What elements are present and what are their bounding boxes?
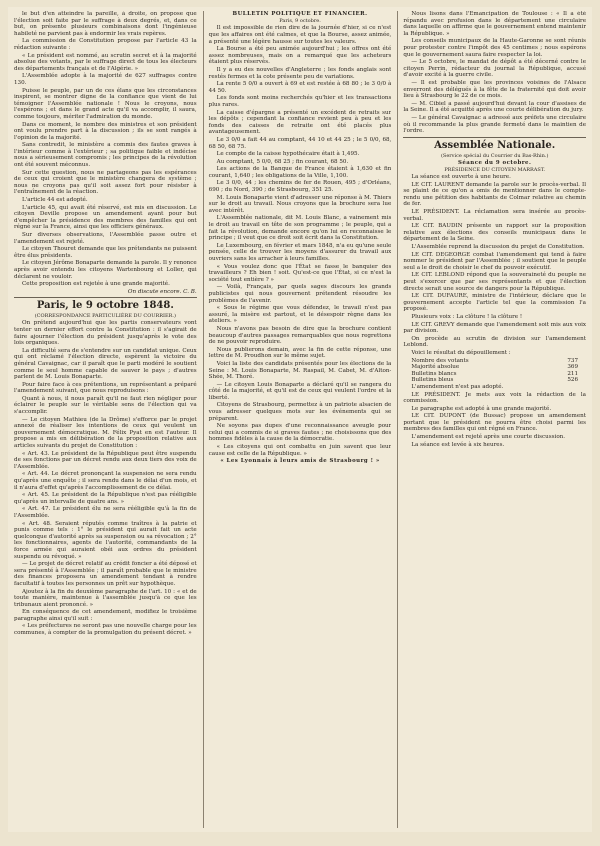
paragraph: — Le citoyen Mathieu (de la Drôme) s'efforce par le projet annexé de réaliser les intentions de ceux qui veulent un gouvernement démocratique. M. Félix Pyat en est l'auteur. Il propose a mis en délibération de la proposition relative aux articles suivants du projet de Constitution : xyxy=(14,416,197,450)
section-title: Assemblée Nationale. xyxy=(434,139,556,151)
column-middle xyxy=(203,11,392,828)
bulletin-header: BULLETIN POLITIQUE ET FINANCIER. xyxy=(232,11,368,17)
paragraph: Cette proposition est rejetée à une grande majorité. xyxy=(22,281,170,288)
paragraph: La rente 5 0/0 a ouvert à 69 et est restée à 68 80 ; le 3 0/0 à 44 50. xyxy=(208,81,392,94)
paragraph: La Bourse a été peu animée aujourd'hui ; les offres ont été assez nombreuses, mais on a remarqué que les acheteurs étaient plus réservés. xyxy=(208,46,392,66)
paragraph: « Art. 43. Le président de la République peut être suspendu de ses fonctions par un décret rendu aux deux tiers des voix de l'Assemblée. xyxy=(14,450,197,470)
article-subtitle: (CORRESPONDANCE PARTICULIÈRE DU COURRIER.) xyxy=(34,313,176,320)
signature: On discute encore. C. B. xyxy=(127,288,197,295)
closing-line: « Les Lyonnais à leurs amis de Strasbourg ! » xyxy=(220,458,380,465)
paragraph: Il est impossible de rien dire de la journée d'hier, si ce n'est que les affaires ont été calmes, et que la Bourse, assez animée, a présenté une légère hausse sur toutes les valeurs. xyxy=(208,25,392,45)
paragraph: — M. Cibiel a passé aujourd'hui devant la cour d'assises de la Seine. Il a été acquitté après une courte délibération du jury. xyxy=(403,100,587,114)
paragraph: — Le général Cavaignac a adressé aux préfets une circulaire où il recommande la plus grande fermeté dans le maintien de l'ordre. xyxy=(403,114,587,135)
paragraph: Dans ce moment, le nombre des ministres et son président ont voulu prendre part à la discussion ; ils se sont rangés à l'opinion de la majorité. xyxy=(14,121,197,141)
paragraph: LE CIT. LEBLOND répond que la souveraineté du peuple ne peut s'exercer que par ses représentants et que l'élection directe serait une source de dangers pour la République. xyxy=(403,272,587,292)
paragraph: M. Louis Bonaparte vient d'adresser une réponse à M. Thiers sur le droit au travail. Nous croyons que la brochure sera lue avec intérêt. xyxy=(208,194,392,214)
paragraph: Nous publierons demain, avec la fin de cette réponse, une lettre de M. Proudhon sur le même sujet. xyxy=(208,346,392,360)
paragraph: Voici le résultat du dépouillement : xyxy=(411,349,511,356)
paragraph: L'amendement est rejeté après une courte discussion. xyxy=(411,434,566,441)
column-right xyxy=(397,11,586,828)
vote-label: Majorité absolue xyxy=(411,364,460,371)
vote-label: Nombre des votants xyxy=(411,357,469,364)
paragraph: Le Luxembourg, en février et mars 1848, n'a eu qu'une seule pensée, celle de trouver les moyens d'assurer du travail aux ouvriers sans les arracher à leurs familles. xyxy=(208,242,392,262)
paragraph: LE PRÉSIDENT. La réclamation sera insérée au procès-verbal. xyxy=(403,209,587,222)
paragraph: On prétend aujourd'hui que les partis conservateurs vont tenter un dernier effort contre la Constitution : il s'agirait de faire ajourner l'élection du président jusqu'après le vote des lois organiques. xyxy=(14,320,197,347)
article-title: Paris, le 9 octobre 1848. xyxy=(36,300,174,312)
paragraph: La caisse d'épargne a présenté un excédent de retraits sur les dépôts ; cependant la confiance revient peu à peu et les fonds des caisses de retraite ont été placés plus avantageusement. xyxy=(208,109,392,136)
paragraph: En conséquence de cet amendement, modifiez le troisième paragraphe ainsi qu'il suit : xyxy=(14,609,197,622)
paragraph: Pour faire face à ces prétentions, un représentant a préparé l'amendement suivant, que nous reproduisons : xyxy=(14,381,197,395)
paragraph: Le paragraphe est adopté à une grande majorité. xyxy=(411,405,552,412)
paragraph: La séance est levée à six heures. xyxy=(411,441,505,448)
paragraph: Les actions de la Banque de France étaient à 1,630 et fin courant, 1,640 ; les obligations de la Ville, 1,100. xyxy=(208,166,392,179)
paragraph: L'Assemblée nationale, dit M. Louis Blanc, a vainement mis le droit au travail en tête de son programme ; le peuple, qui a fait la révolution, demande encore qu'on lui en reconnaisse le principe ; il veut que ce droit soit écrit dans la Constitution. xyxy=(208,215,392,242)
paragraph: « Art. 45. Le président de la République n'est pas rééligible qu'après un intervalle de quatre ans. » xyxy=(14,492,197,505)
paragraph: « Art. 47. Le président élu ne sera rééligible qu'à la fin de l'Assemblée. xyxy=(14,506,197,519)
paragraph: Nous lisons dans l'Émancipation de Toulouse : « Il a été répandu avec profusion dans le département une circulaire dans laquelle on affirme que le gouvernement entend maintenir la République. » xyxy=(403,11,587,37)
paragraph: LE PRÉSIDENT. Je mets aux voix la rédaction de la commission. xyxy=(403,391,587,405)
paragraph: Plusieurs voix : La clôture ! la clôture ! xyxy=(411,313,523,320)
section-subtitle: (Service spécial du Courrier du Bas-Rhin.) xyxy=(440,152,549,159)
paragraph: — Voilà, Français, par quels sages discours les grands publicistes qui nous gouvernent prétendent résoudre les problèmes de l'avenir. xyxy=(208,284,392,304)
paragraph: « Art. 44. Le décret prononçant la suspension ne sera rendu qu'après une enquête ; il sera rendu dans le délai d'un mois, et il n'aura d'effet qu'après l'accomplissement de ce délai. xyxy=(14,471,197,491)
paragraph: LE CIT. DUPONT (de Bussac) propose un amendement portant que le président ne pourra être choisi parmi les membres des familles qui ont régné en France. xyxy=(403,413,587,433)
column-left xyxy=(14,11,197,828)
paragraph: LE CIT. BAUDIN présente un rapport sur la proposition relative aux élections des conseils municipaux dans le département de la Seine. xyxy=(403,223,587,243)
paragraph: La commission de Constitution propose par l'article 43 la rédaction suivante : xyxy=(14,38,197,51)
newspaper-page xyxy=(8,7,592,832)
paragraph: L'amendement n'est pas adopté. xyxy=(411,383,504,390)
paragraph: Au comptant, 5 0/0, 68 25 ; fin courant, 68 50. xyxy=(216,158,349,165)
paragraph: Voici la liste des candidats présentés pour les élections de la Seine : M. Louis Bonaparte, M. Raspail, M. Cabet, M. d'Alton-Shée, M. Thoré. xyxy=(208,360,392,381)
paragraph: Le citoyen Jérôme Bonaparte demande la parole. Il y renonce après avoir entendu les citoyens Wartenbourg et Loller, qui déclarent ne vouloir. xyxy=(14,260,197,280)
paragraph: Il y a eu des nouvelles d'Angleterre ; les fonds anglais sont restés fermes et la cote présente peu de variations. xyxy=(208,66,392,80)
paragraph: Puisse le peuple, par un de ces élans que les circonstances inspirent, se montrer digne de la confiance que vient de lui témoigner l'Assemblée nationale ! Nous le croyons, nous l'espérons ; et dans le grand acte qu'il va accomplir, il saura, comme toujours, mériter l'admiration du monde. xyxy=(14,87,197,120)
paragraph: Le 3 0/0 a fait 44 au comptant, 44 10 et 44 25 ; le 5 0/0, 68, 68 50, 68 75. xyxy=(208,136,392,150)
vote-value: 526 xyxy=(567,377,579,384)
paragraph: — Le citoyen Louis Bonaparte a déclaré qu'il se rangera du côté de la majorité, et qu'il est de ceux qui veulent l'ordre et la liberté. xyxy=(208,381,392,401)
paragraph: Ne soyons pas dupes d'une reconnaissance aveugle pour celui qui a commis de si graves fautes ; ne choisissons que des hommes fidèles à la cause de la démocratie. xyxy=(208,423,392,443)
paragraph: Sans contredit, le ministère a commis des fautes graves à l'intérieur comme à l'extérieur ; sa politique faible et indécise nous a sérieusement compromis ; les principes de la révolution ont été souvent méconnus. xyxy=(14,142,197,169)
paragraph: Le compte de la caisse hypothécaire était à 1,495. xyxy=(216,151,360,158)
paragraph: « Les citoyens qui ont combattu en juin savent que leur cause est celle de la République. » xyxy=(208,444,392,457)
paragraph: L'article 44 est adopté. xyxy=(22,197,88,204)
vote-label: Bulletins bleus xyxy=(411,377,454,384)
paragraph: Sur cette question, nous ne partageons pas les espérances de ceux qui croient que le ministère changera de système ; nous ne croyons pas qu'il soit assez fort pour résister à l'entraînement de la réaction. xyxy=(14,169,197,196)
paragraph: « Les préfectures ne seront pas une nouvelle charge pour les communes, à compter de la promulgation du présent décret. » xyxy=(14,623,197,637)
paragraph: Le 3 0/0, 44 ; les chemins de fer de Rouen, 495 ; d'Orléans, 690 ; du Nord, 390 ; de Strasbourg, 351 25. xyxy=(208,180,392,194)
vote-value: 211 xyxy=(567,370,579,377)
presidency-line: PRÉSIDENCE DU CITOYEN MARRAST. xyxy=(444,167,546,174)
paragraph: Sur diverses observations, l'Assemblée passe outre et l'amendement est rejeté. xyxy=(14,232,197,245)
paragraph: L'Assemblée reprend la discussion du projet de Constitution. xyxy=(411,244,585,251)
paragraph: Citoyens de Strasbourg, permettez à un patriote alsacien de vous adresser quelques mots sur les événements qui se préparent. xyxy=(208,402,392,422)
vote-row xyxy=(403,364,586,371)
paragraph: — Le 5 octobre, le mandat de dépôt a été décerné contre le citoyen Perrin, rédacteur du journal la République, accusé d'avoir excité à la guerre civile. xyxy=(403,59,587,79)
vote-value: 737 xyxy=(567,357,579,364)
divider xyxy=(14,297,197,298)
paragraph: On procède au scrutin de division sur l'amendement Leblond. xyxy=(403,335,587,349)
paragraph: LE CIT. LAURENT demande la parole sur le procès-verbal. Il se plaint de ce qu'on a omis de mentionner dans le compte-rendu une pétition des habitants de Colmar relative au chemin de fer. xyxy=(403,181,587,208)
vote-row xyxy=(403,371,586,378)
vote-row xyxy=(403,377,586,384)
paragraph: LE CIT. DUFAURE, ministre de l'intérieur, déclare que le gouvernement accepte l'article tel que la commission l'a proposé. xyxy=(403,293,587,313)
paragraph: Quant à nous, il nous paraît qu'il ne faut rien négliger pour éclairer le peuple sur le véritable sens de l'élection qui va s'accomplir. xyxy=(14,395,197,416)
divider xyxy=(403,137,586,138)
paragraph: La séance est ouverte à une heure. xyxy=(411,174,511,181)
paragraph: Ajoutez à la fin du deuxième paragraphe de l'art. 10 : « et de toute manière, maintenue à l'assemblée jusqu'à ce que les tribunaux aient prononcé. » xyxy=(14,588,197,608)
paragraph: La difficulté sera de s'entendre sur un candidat unique. Ceux qui ont réclamé l'élection directe, espèrent la victoire du général Cavaignac, car il paraît que le parti modéré le soutient comme le seul homme capable de sauver le pays ; d'autres parlent de M. Louis Bonaparte. xyxy=(14,347,197,381)
paragraph: LE CIT. GREVY demande que l'amendement soit mis aux voix par division. xyxy=(403,321,587,335)
paragraph: le but d'en atteindre la pareille, à droite, on propose que l'élection soit faite par le suffrage à deux degrés, et, dans ce but, on présente plusieurs combinaisons dont l'ingénieuse habileté ne parvient pas à endormir les vrais repères. xyxy=(14,11,197,37)
vote-label: Bulletins blancs xyxy=(411,370,457,377)
paragraph: « Le président est nommé, au scrutin secret et à la majorité absolue des votants, par le suffrage direct de tous les électeurs des départements français et de l'Algérie. » xyxy=(14,52,197,72)
vote-value: 369 xyxy=(567,364,579,371)
paragraph: « Sous le régime que vous défendez, le travail n'est pas assuré, la misère est partout, et le désespoir règne dans les ateliers. » xyxy=(208,305,392,325)
paragraph: L'Assemblée adopte à la majorité de 627 suffrages contre 130. xyxy=(14,73,197,86)
dateline: Paris, 9 octobre. xyxy=(279,18,321,25)
paragraph: Les fonds sont moins recherchés qu'hier et les transactions plus rares. xyxy=(208,95,392,108)
paragraph: Le citoyen Thouret demande que les prétendants ne puissent être élus présidents. xyxy=(14,246,197,259)
paragraph: L'article 45, qui avait été réservé, est mis en discussion. Le citoyen Deville propose un amendement ayant pour but d'empêcher la présidence des membres des familles qui ont régné sur la France, ainsi que les officiers généraux. xyxy=(14,204,197,231)
paragraph: Les conseils municipaux de la Haute-Garonne se sont réunis pour protester contre l'impôt des 45 centimes ; nous espérons que le gouvernement saura faire respecter la loi. xyxy=(403,38,587,58)
session-date: Séance du 9 octobre. xyxy=(457,159,532,166)
paragraph: « Art. 48. Seraient réputés comme traîtres à la patrie et punis comme tels : 1° le président qui aurait fait un acte quelconque d'autorité après sa suspension ou sa révocation ; 2° les fonctionnaires, agents de l'autorité, commandants de la force armée qui auraient obéi aux ordres du président suspendu ou révoqué. » xyxy=(14,520,197,560)
paragraph: — Il est probable que les provinces voisines de l'Alsace enverront des délégués à la fête de la fraternité qui doit avoir lieu à Strasbourg le 22 de ce mois. xyxy=(403,79,587,100)
paragraph: LE CIT. DEGEORGE combat l'amendement qui tend à faire nommer le président par l'Assemblée ; il soutient que le peuple seul a le droit de choisir le chef du pouvoir exécutif. xyxy=(403,251,587,271)
paragraph: Nous n'avons pas besoin de dire que la brochure contient beaucoup d'autres passages remarquables que nous regrettons de ne pouvoir reproduire. xyxy=(208,325,392,346)
paragraph: — Le projet de décret relatif au crédit foncier a été déposé et sera présenté à l'Assemblée ; il paraît probable que le ministre des finances proposera un amendement tendant à rendre facultatif à toutes les personnes un prêt sur hypothèque. xyxy=(14,561,197,587)
paragraph: « Vous voulez donc que l'État se fasse le banquier des travailleurs ? Eh bien ! soit. Qu'est-ce que l'État, si ce n'est la société tout entière ? » xyxy=(208,263,392,283)
